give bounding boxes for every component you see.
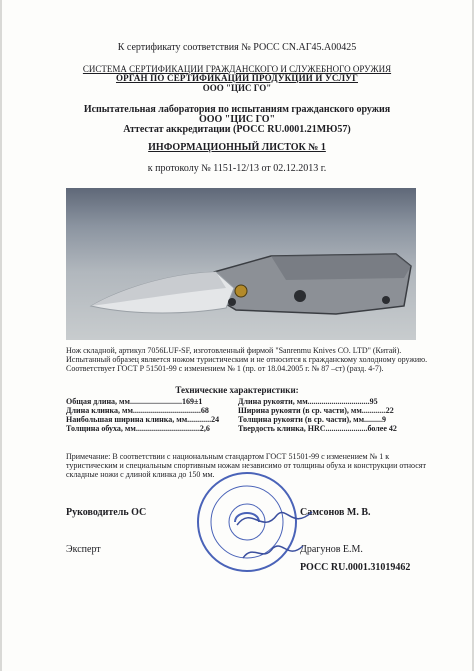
organization: ООО "ЦИС ГО" [202, 83, 272, 93]
certificate-ref: К сертификату соответствия № РОСС CN.АГ45.А00425 [117, 42, 357, 53]
spec-right-3: Твердость клинка, HRC.....................более 42 [238, 424, 397, 433]
spec-left-0: Общая длина, мм..........................169±1 [66, 397, 203, 406]
certification-body: ОРГАН ПО СЕРТИФИКАЦИИ ПРОДУКЦИИ И УСЛУГ [115, 73, 358, 83]
expert-role: Эксперт [66, 544, 101, 555]
knife-illustration [66, 188, 416, 340]
spec-left-2: Наибольшая ширина клинка, мм............24 [66, 415, 220, 424]
spec-right-2: Толщина рукояти (в ср. части), мм.........9 [238, 415, 387, 424]
registry-number: РОСС RU.0001.31019462 [300, 562, 411, 573]
spec-left-1: Длина клинка, мм..................................68 [66, 406, 209, 415]
note-line-2: туристическим и специальным спортивным ножам независимо от толщины обуха и конструкции относят [66, 461, 426, 470]
note-line-1: Примечание: В соответствии с национальным стандартом ГОСТ 51501-99 с изменением № 1 к [66, 452, 390, 461]
accreditation: Аттестат аккредитации (РОСС RU.0001.21МЮ57) [123, 124, 351, 135]
spec-right-0: Длина рукояти, мм...............................95 [238, 397, 378, 406]
system-name: СИСТЕМА СЕРТИФИКАЦИИ ГРАЖДАНСКОГО И СЛУЖЕБНОГО ОРУЖИЯ [82, 64, 392, 74]
desc-line-1: Нож складной, артикул 7056LUF-SF, изготовленный фирмой "Sanrenmu Knives CO. LTD" (Китай). [66, 346, 402, 355]
spec-right-1: Ширина рукояти (в ср. части), мм............22 [238, 406, 394, 415]
signature-head [232, 500, 322, 540]
doc-title: ИНФОРМАЦИОННЫЙ ЛИСТОК № 1 [148, 142, 326, 153]
head-name: Самсонов М. В. [300, 507, 371, 518]
signature-expert [238, 538, 308, 568]
desc-line-2: Испытанный образец является ножом туристическим и не относится к гражданскому холодному оружию. [66, 355, 428, 364]
expert-name: Драгунов Е.М. [300, 544, 363, 555]
note-line-3: складные ножи с длиной клинка до 150 мм. [66, 470, 215, 479]
desc-line-3: Соответствует ГОСТ Р 51501-99 с изменением № 1 (пр. от 18.04.2005 г. № 87 –ст) (разд. 4-7). [66, 364, 384, 373]
certificate-sheet [2, 0, 472, 671]
spec-left-3: Толщина обуха, мм................................2,6 [66, 424, 210, 433]
specs-heading: Технические характеристики: [175, 385, 299, 395]
head-role: Руководитель ОС [66, 507, 147, 518]
lab-name: Испытательная лаборатория по испытаниям гражданского оружия [83, 104, 391, 115]
protocol-ref: к протоколу № 1151-12/13 от 02.12.2013 г. [147, 163, 327, 174]
knife-photo [66, 188, 416, 340]
lab-org: ООО "ЦИС ГО" [198, 114, 276, 125]
